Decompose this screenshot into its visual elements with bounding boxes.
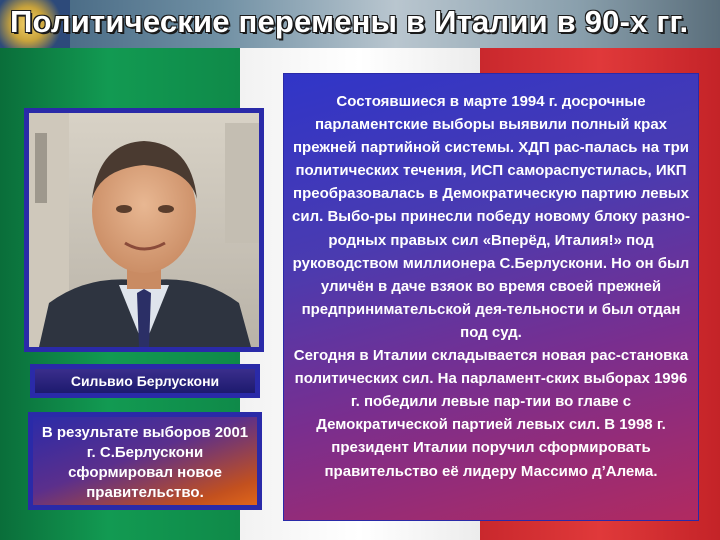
slide-title: Политические перемены в Италии в 90-х гг.: [10, 4, 689, 39]
main-text-paragraph-today: Сегодня в Италии складывается новая рас-становка политических сил. На парламент-ских выборах 1996 г. победили левые пар-тии во главе с Демократической партией левых сил. В 1998 г. президент Италии поручил сформировать правительство её лидеру Массимо д’Алема.: [293, 347, 689, 480]
election-result-text: В результате выборов 2001 г. С.Берлускони сформировал новое правительство.: [41, 424, 249, 501]
portrait-caption: Сильвио Берлускони: [30, 364, 260, 398]
election-result-box: [28, 412, 262, 510]
portrait-photo: [24, 108, 264, 352]
main-text-paragraph-1994: Состоявшиеся в марте 1994 г. досрочные парламентские выборы выявили полный крах прежней партийной системы. ХДП рас-палась на три политических течения, ИСП самораспустилась, ИКП преобразовалась в Демократическую партию левых сил. Выбо-ры принесли победу новому блоку разно-родных правых сил «Вперёд, Италия!» под руководством миллионера С.Берлускони. Но он был уличён в даче взяок во время своей прежней предпринимательской дея-тельности и был отдан под суд.: [292, 93, 690, 341]
portrait-image: [29, 113, 259, 347]
main-text-panel: [284, 74, 698, 520]
